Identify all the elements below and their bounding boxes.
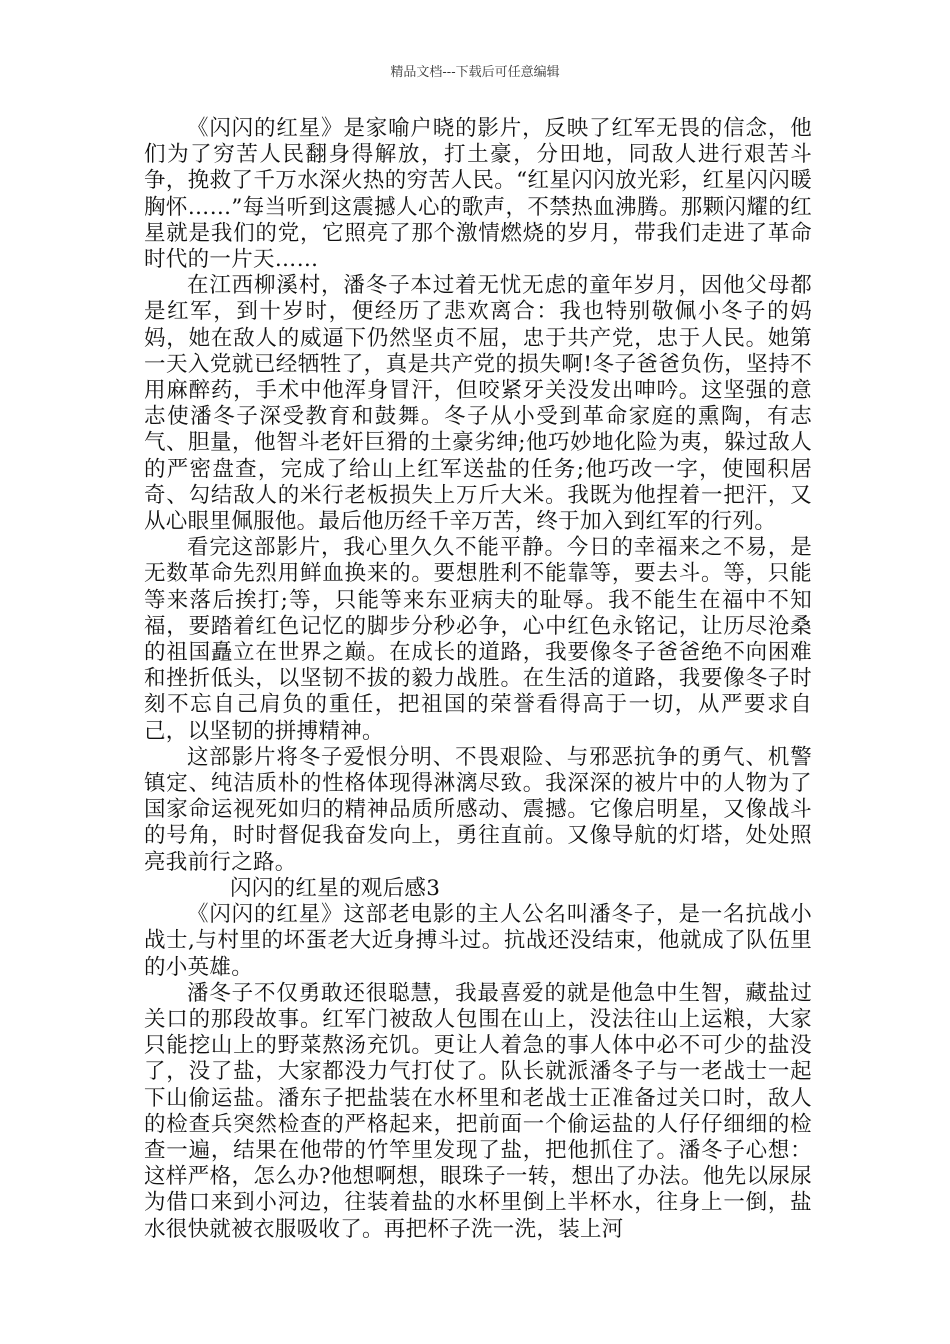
page-header: 精品文档---下载后可任意编辑 [390,65,560,80]
paragraph-3: 看完这部影片，我心里久久不能平静。今日的幸福来之不易，是无数革命先烈用鲜血换来的。要想胜利不能靠等，要去斗。等，只能等来落后挨打;等，只能等来东亚病夫的耻辱。我不能生在福中不知福，要踏着红色记忆的脚步分秒必争，心中红色永铭记，让历尽沧桑的祖国矗立在世界之巅。在成长的道路，我要像冬子爸爸绝不向困难和挫折低头，以坚韧不拔的毅力战胜。在生活的道路，我要像冬子时刻不忘自己肩负的重任，把祖国的荣誉看得高于一切，从严要求自己，以坚韧的拼搏精神。 [144,535,812,744]
paragraph-4: 这部影片将冬子爱恨分明、不畏艰险、与邪恶抗争的勇气、机警镇定、纯洁质朴的性格体现得淋漓尽致。我深深的被片中的人物为了国家命运视死如归的精神品质所感动、震撼。它像启明星，又像战斗的号角，时时督促我奋发向上，勇往直前。又像导航的灯塔，处处照亮我前行之路。 [144,744,812,875]
paragraph-2: 在江西柳溪村，潘冬子本过着无忧无虑的童年岁月，因他父母都是红军，到十岁时，便经历了悲欢离合：我也特别敬佩小冬子的妈妈，她在敌人的威逼下仍然坚贞不屈，忠于共产党，忠于人民。她第一天入党就已经牺牲了，真是共产党的损失啊!冬子爸爸负伤，坚持不用麻醉药，手术中他浑身冒汗，但咬紧牙关没发出呻吟。这坚强的意志使潘冬子深受教育和鼓舞。冬子从小受到革命家庭的熏陶，有志气、胆量，他智斗老奸巨猾的土豪劣绅;他巧妙地化险为夷，躲过敌人的严密盘查，完成了给山上红军送盐的任务;他巧改一字，使囤积居奇、勾结敌人的米行老板损失上万斤大米。我既为他捏着一把汗，又从心眼里佩服他。最后他历经千辛万苦，终于加入到红军的行列。 [144,273,812,535]
paragraph-5: 《闪闪的红星》这部老电影的主人公名叫潘冬子，是一名抗战小战士,与村里的坏蛋老大近身搏斗过。抗战还没结束，他就成了队伍里的小英雄。 [144,902,812,980]
paragraph-1: 《闪闪的红星》是家喻户晓的影片，反映了红军无畏的信念，他们为了穷苦人民翻身得解放，打土豪，分田地，同敌人进行艰苦斗争，挽救了千万水深火热的穷苦人民。“红星闪闪放光彩，红星闪闪暖胸怀……”每当听到这震撼人心的歌声，不禁热血沸腾。那颗闪耀的红星就是我们的党，它照亮了那个激情燃烧的岁月，带我们走进了革命时代的一片天…… [144,116,812,273]
paragraph-6: 潘冬子不仅勇敢还很聪慧，我最喜爱的就是他急中生智，藏盐过关口的那段故事。红军门被敌人包围在山上，没法往山上运粮，大家只能挖山上的野菜熬汤充饥。更让人着急的事人体中必不可少的盐没了，没了盐，大家都没力气打仗了。队长就派潘冬子与一老战士一起下山偷运盐。潘东子把盐装在水杯里和老战士正准备过关口时，敌人的检查兵突然检查的严格起来，把前面一个偷运盐的人仔仔细细的检查一遍，结果在他带的竹竿里发现了盐，把他抓住了。潘冬子心想：这样严格，怎么办?他想啊想，眼珠子一转，想出了办法。他先以尿尿为借口来到小河边，往装着盐的水杯里倒上半杯水，往身上一倒，盐水很快就被衣服吸收了。再把杯子洗一洗，装上河 [144,980,812,1242]
section-title: 闪闪的红星的观后感3 [230,875,441,901]
document-body [144,116,812,1243]
